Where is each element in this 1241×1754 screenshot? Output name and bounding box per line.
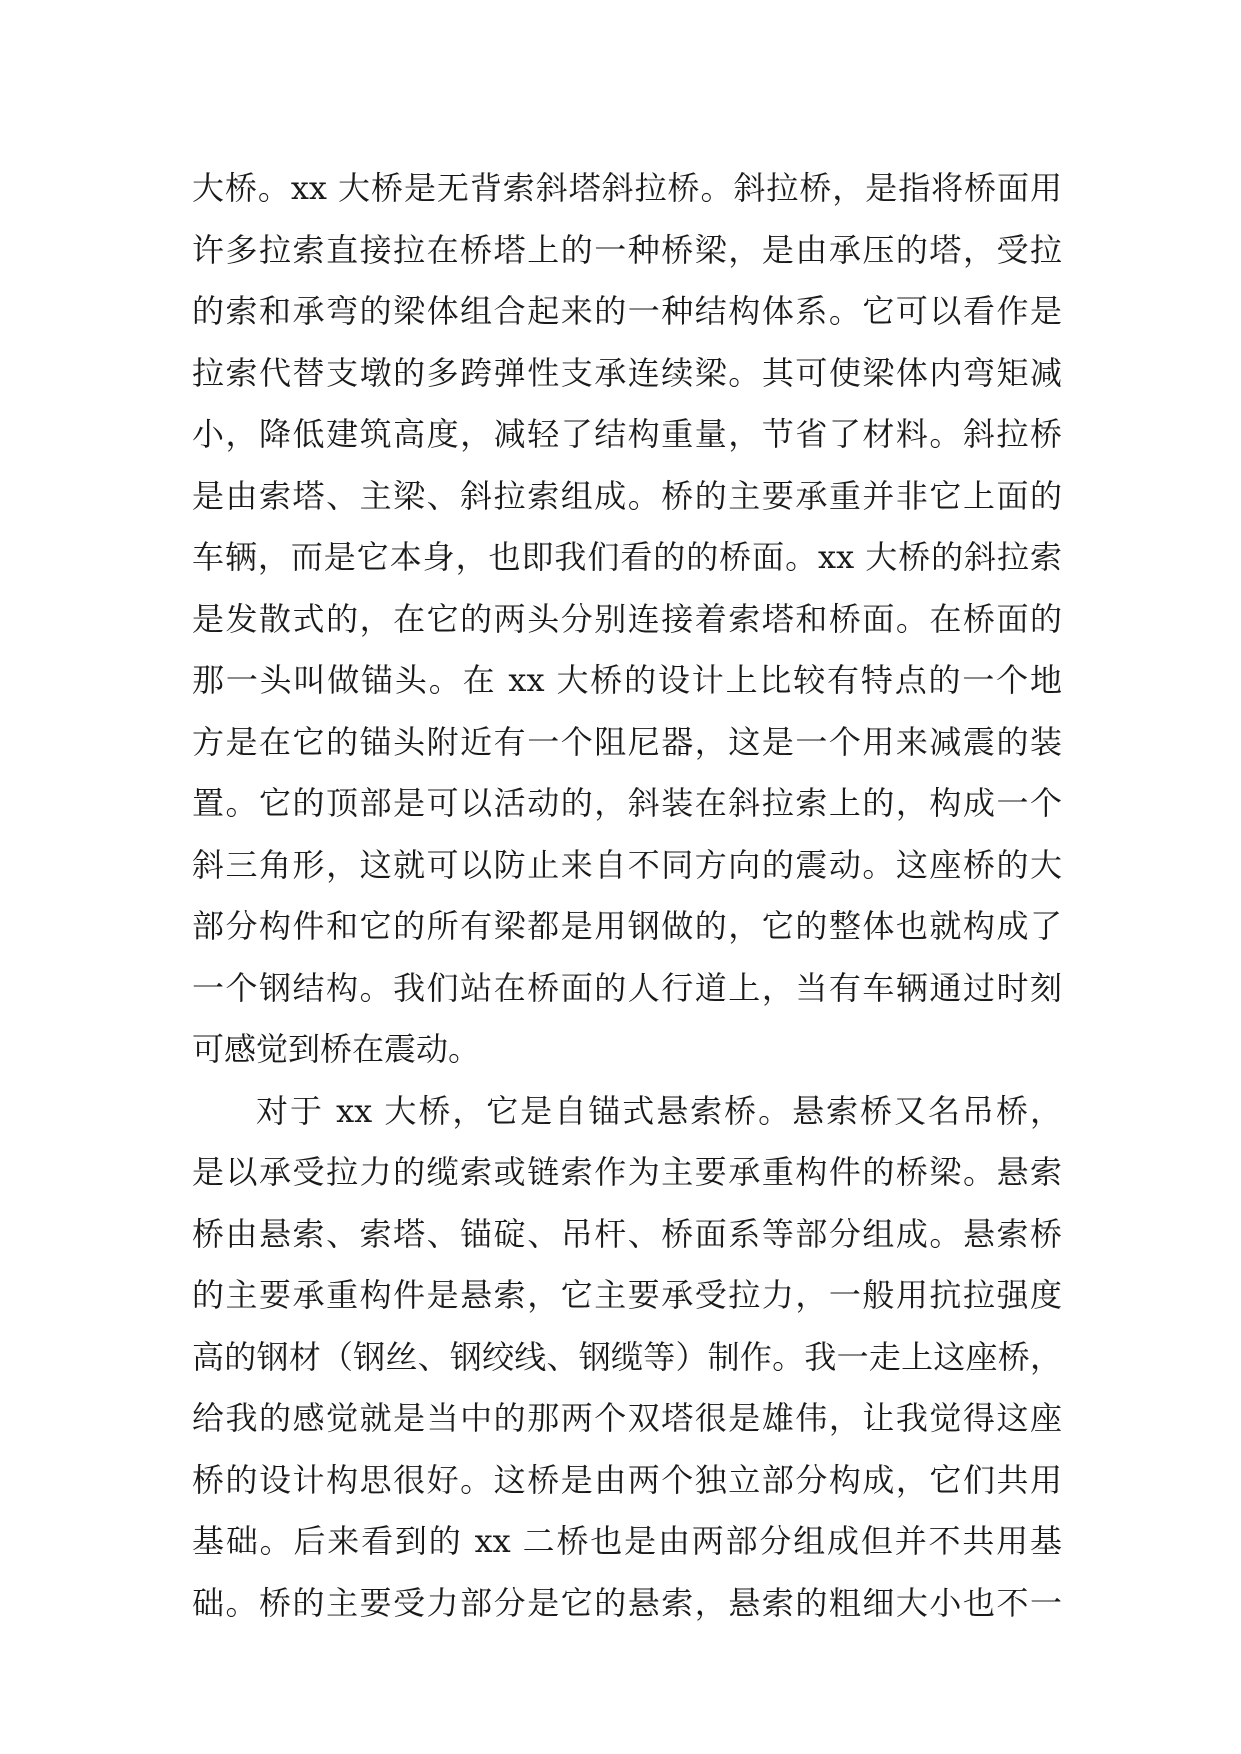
text-line: 桥由悬索、索塔、锚碇、吊杆、桥面系等部分组成。悬索桥: [192, 1214, 1062, 1253]
text-line: 部分构件和它的所有梁都是用钢做的，它的整体也就构成了: [192, 907, 1062, 945]
text-line: 的索和承弯的梁体组合起来的一种结构体系。它可以看作是: [192, 292, 1062, 330]
body-text: [192, 158, 1062, 1634]
paragraph-1: [192, 158, 1062, 1081]
text-line: 的主要承重构件是悬索，它主要承受拉力，一般用抗拉强度: [192, 1276, 1062, 1314]
text-line: 方是在它的锚头附近有一个阻尼器，这是一个用来减震的装: [192, 722, 1062, 761]
text-line: 置。它的顶部是可以活动的，斜装在斜拉索上的，构成一个: [192, 784, 1062, 822]
text-line: 那一头叫做锚头。在 xx 大桥的设计上比较有特点的一个地: [192, 661, 1062, 699]
text-line: 拉索代替支墩的多跨弹性支承连续梁。其可使梁体内弯矩减: [192, 353, 1062, 392]
text-line: 小，降低建筑高度，减轻了结构重量，节省了材料。斜拉桥: [192, 415, 1062, 453]
text-line: 是由索塔、主梁、斜拉索组成。桥的主要承重并非它上面的: [192, 476, 1062, 515]
text-line: 对于 xx 大桥，它是自锚式悬索桥。悬索桥又名吊桥，: [256, 1091, 1062, 1130]
paragraph-2: [192, 1081, 1062, 1635]
text-line: 基础。后来看到的 xx 二桥也是由两部分组成但并不共用基: [192, 1522, 1062, 1560]
text-line: 大桥。xx 大桥是无背索斜塔斜拉桥。斜拉桥，是指将桥面用: [192, 169, 1062, 207]
text-line: 桥的设计构思很好。这桥是由两个独立部分构成，它们共用: [192, 1460, 1062, 1499]
text-line: 车辆，而是它本身，也即我们看的的桥面。xx 大桥的斜拉索: [192, 538, 1062, 576]
text-line: 是以承受拉力的缆索或链索作为主要承重构件的桥梁。悬索: [192, 1153, 1062, 1191]
text-line: 高的钢材（钢丝、钢绞线、钢缆等）制作。我一走上这座桥，: [192, 1337, 1062, 1376]
text-line: 许多拉索直接拉在桥塔上的一种桥梁，是由承压的塔，受拉: [192, 230, 1062, 269]
text-line: 给我的感觉就是当中的那两个双塔很是雄伟，让我觉得这座: [192, 1399, 1062, 1437]
text-line: 础。桥的主要受力部分是它的悬索，悬索的粗细大小也不一: [192, 1583, 1062, 1622]
text-line: 是发散式的，在它的两头分别连接着索塔和桥面。在桥面的: [192, 599, 1062, 638]
text-line: 可感觉到桥在震动。: [192, 1030, 481, 1068]
text-line: 斜三角形，这就可以防止来自不同方向的震动。这座桥的大: [192, 845, 1062, 884]
text-line: 一个钢结构。我们站在桥面的人行道上，当有车辆通过时刻: [192, 968, 1062, 1007]
